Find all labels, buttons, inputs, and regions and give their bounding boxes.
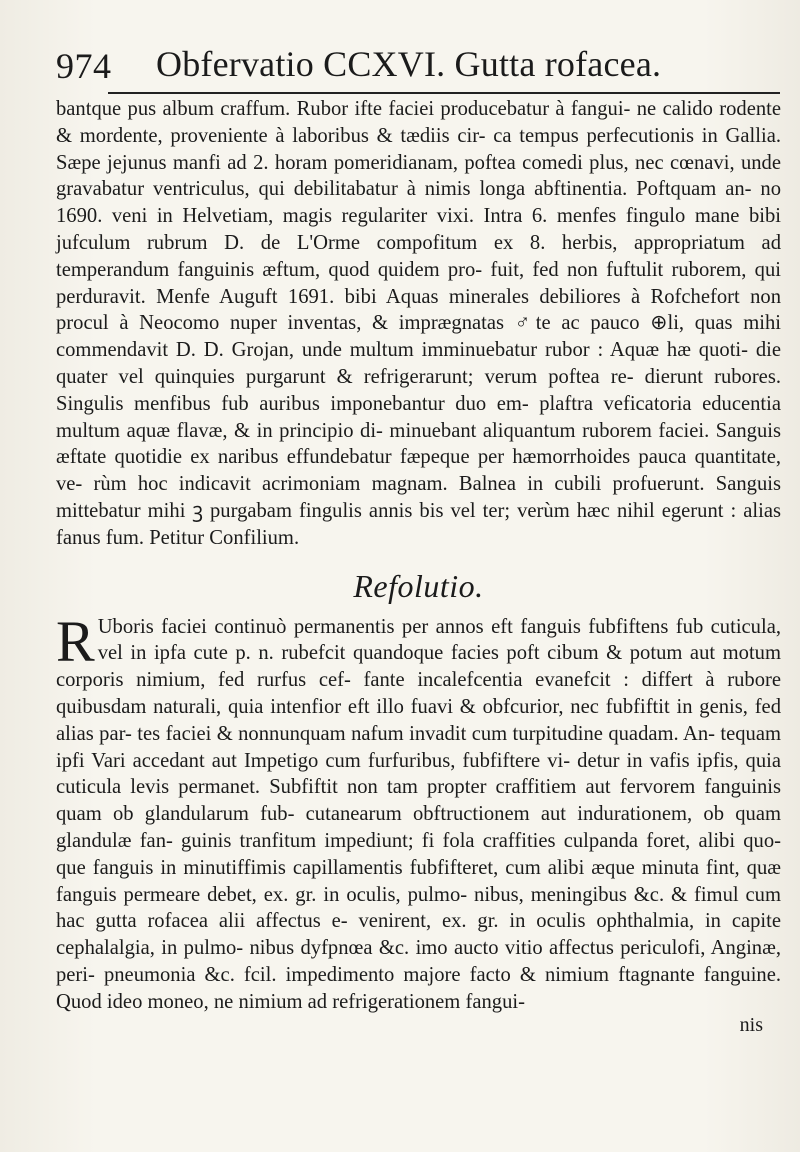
page-header <box>56 36 781 92</box>
header-rule <box>108 92 780 94</box>
drop-cap: R <box>56 608 95 674</box>
resolution-paragraph <box>56 608 781 1016</box>
resolution-text: Uboris faciei continuò permanentis per annos eft fanguis fubfiftens fub cuticula, vel in ipfa cute p. n. rubefcit quandoque facies poft cibum & potum aut motum corporis nimium, fed rurfus cef- fante incalefcentia evanefcit : differt à rubore quibusdam naturali, quia intenfior eft illo fuavi & obfcurior, nec fubfiftit in genis, fed alias par- tes faciei & nonnunquam nafum invadit cum turpitudine quadam. An- tequam ipfi Vari accedant aut Impetigo cum furfuribus, fubfiftere vi- detur in vafis ipfis, quia cuticula levis permanet. Subfiftit non tam propter craffitiem aut fervorem fanguinis quam ob glandularum fub- cutanearum obftructionem aut indurationem, ob quam glandulæ fan- guinis tranfitum impediunt; fi fola craffities culpanda foret, alibi quo- que fanguis in minutiffimis capillamentis fubfifteret, cum alibi æque minuta fint, quæ fanguis permeare debet, ex. gr. in oculis, pulmo- nibus, meningibus &c. & fimul cum hac gutta rofacea alii affectus e- venirent, ex. gr. in oculis ophthalmia, in capite cephalalgia, in pulmo- nibus dyfpnœa &c. imo aucto vitio affectus periculofi, Anginæ, peri- pneumonia &c. fcil. impedimento majore facto & nimium ftagnante fanguine. Quod ideo moneo, ne nimium ad refrigerationem fangui- <box>56 615 781 1013</box>
catchword: nis <box>739 1013 763 1036</box>
running-head: Obfervatio CCXVI. Gutta rofacea. <box>156 44 662 84</box>
case-paragraph: bantque pus album craffum. Rubor ifte faciei producebatur à fangui- ne calido rodente & mordente, proveniente à laboribus & tædiis cir- ca tempus perfecutionis in Gallia. Sæpe jejunus manfi ad 2. horam pomeridianam, poftea comedi plus, nec cœnavi, unde gravabatur ventriculus, qui debilitabatur à nimis longa abftinentia. Poftquam an- no 1690. veni in Helvetiam, magis regulariter vixi. Intra 6. menfes fingulo mane bibi jufculum rubrum D. de L'Orme compofitum ex 8. herbis, appropriatum ad temperandum fanguinis æftum, quod quidem pro- fuit, fed non fuftulit ruborem, qui perduravit. Menfe Auguft 1691. bibi Aquas minerales debiliores à Rofchefort non procul à Neocomo nuper inventas, & imprægnatas ♂te ac pauco ⊕li, quas mihi commendavit D. D. Grojan, unde multum imminuebatur rubor : Aquæ hæ quoti- die quater vel quinquies purgarunt & refrigerarunt; verum poftea re- dierunt rubores. Singulis menfibus fub auribus imponebantur duo em- plaftra veficatoria educentia multum aquæ flavæ, & in principio di- minuebant aliquantum ruborem faciei. Sanguis æftate quotidie ex naribus effundebatur fæpeque per hæmorrhoides pauca quantitate, ve- rùm hoc indicavit acrimoniam magnam. Balnea in cubili profuerunt. Sanguis mittebatur mihi ꝫ purgabam fingulis annis bis vel ter; verùm hæc nihil egerunt : alias fanus fum. Petitur Confilium. <box>56 98 781 549</box>
section-heading: Refolutio. <box>353 567 484 604</box>
body-text <box>56 96 781 1038</box>
page-number: 974 <box>56 46 112 86</box>
